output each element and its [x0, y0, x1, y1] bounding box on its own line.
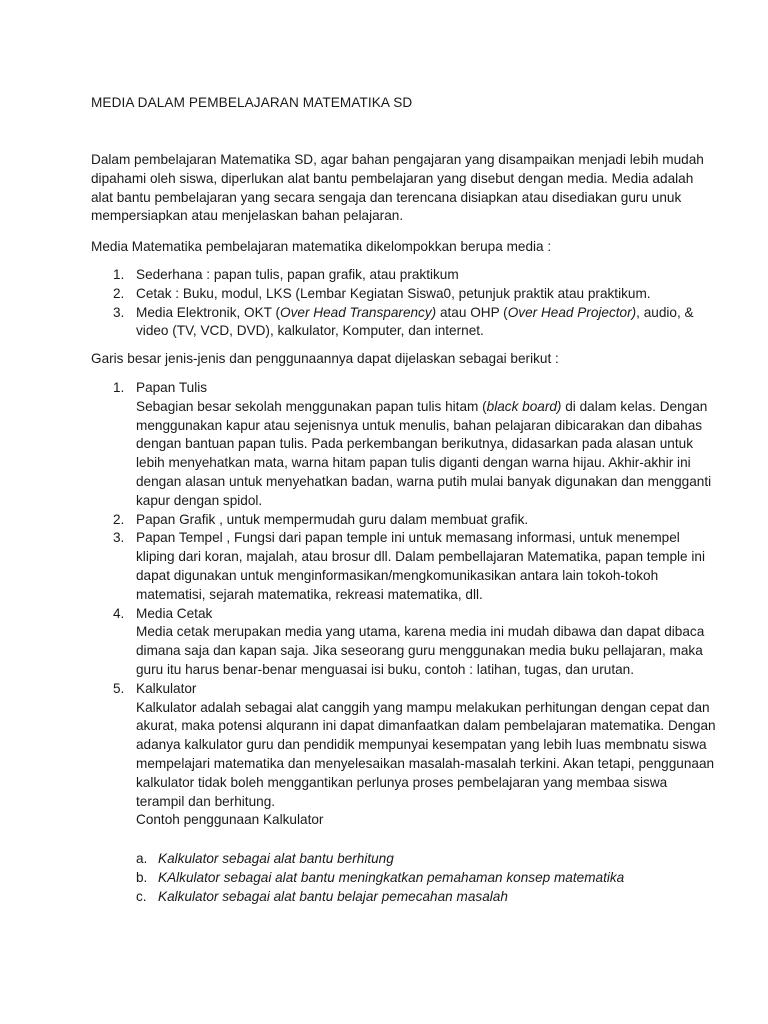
text-run: Sebagian besar sekolah menggunakan papan tulis hitam ( [136, 398, 487, 414]
list-item-text [136, 398, 708, 417]
list-item [91, 304, 694, 342]
text-run: atau OHP ( [436, 304, 508, 320]
list-item [91, 850, 691, 869]
list-item-text: guru itu harus benar-benar menguasai isi buku, contoh : latihan, tugas, dan urutan. [136, 661, 635, 677]
list-item-text: lebih menyehatkan mata, warna hitam papan tulis diganti dengan warna hijau. Akhir-akhir ini [136, 455, 691, 471]
italic-run: black board) [486, 398, 562, 414]
list-item [91, 285, 691, 304]
list-item-text: Papan Tempel , Fungsi dari papan temple ini untuk memasang informasi, untuk menempel [136, 530, 680, 546]
list-item-text: Kalkulator sebagai alat bantu berhitung [158, 851, 394, 866]
list-item [91, 379, 712, 511]
list-item-text: akurat, maka potensi alqurann ini dapat dimanfaatkan dalam pembelajaran matematika. Dengan [136, 718, 716, 734]
list-letter: a. [136, 851, 148, 866]
list-item-text: dapat digunakan untuk menginformasikan/mengkomunikasikan antara lain tokoh-tokoh [136, 567, 659, 583]
calculator-examples-list [91, 850, 691, 906]
list-item-heading: Papan Tulis [136, 380, 208, 395]
list-item-text: menggunakan kapur atau sejenisnya untuk menulis, bahan pelajaran dibicarakan dan dibahas [136, 417, 703, 433]
list-item [91, 529, 705, 604]
list-item-text: dengan alasan untuk menyehatkan badan, warna putih mulai banyak digunakan dan mengganti [136, 473, 712, 489]
intro-paragraph [91, 151, 704, 226]
list-number: 1. [113, 380, 125, 395]
media-groups-list [91, 266, 694, 341]
list-item-text: video (TV, VCD, DVD), kalkulator, Komputer, dan internet. [136, 323, 484, 339]
list-item-text: mempelajari matematika dan menyelesaikan masalah-masalah terkini. Akan tetapi, penggunaan [136, 755, 715, 771]
list-number: 5. [113, 680, 125, 696]
list-item-text: Media cetak merupakan media yang utama, karena media ini mudah dibawa dan dapat dibaca [136, 624, 705, 640]
types-intro: Garis besar jenis-jenis dan penggunaannya dapat dijelaskan sebagai berikut : [91, 351, 559, 366]
list-item-text [136, 304, 694, 323]
list-item-text: KAlkulator sebagai alat bantu meningkatkan pemahaman konsep matematika [158, 869, 625, 885]
list-item-text: matematisi, sejarah matematika, rekreasi matematika, dll. [136, 586, 483, 602]
list-letter: c. [136, 888, 147, 904]
list-item-text: adanya kalkulator guru dan pendidik mempunyai kesempatan yang lebih luas membnatu siswa [136, 737, 707, 753]
intro-line: alat bantu pembelajaran yang secara sengaja dan terencana disiapkan atau disediakan guru unuk [91, 189, 682, 205]
document-title: MEDIA DALAM PEMBELAJARAN MATEMATIKA SD [91, 95, 413, 110]
list-item-text: Papan Grafik , untuk mempermudah guru dalam membuat grafik. [136, 511, 529, 527]
list-item-text: dengan bantuan papan tulis. Pada perkembangan berikutnya, didasarkan pada alasan untuk [136, 436, 694, 452]
media-types-list [91, 379, 716, 830]
text-run: di dalam kelas. Dengan [561, 398, 708, 414]
list-item [91, 680, 716, 830]
groups-intro: Media Matematika pembelajaran matematika dikelompokkan berupa media : [91, 239, 552, 254]
text-run: , audio, & [636, 304, 694, 320]
list-item-text: Cetak : Buku, modul, LKS (Lembar Kegiatan Siswa0, petunjuk praktik atau praktikum. [136, 285, 651, 301]
text-run: Media Elektronik, OKT ( [136, 304, 281, 320]
list-item-text: Kalkulator sebagai alat bantu belajar pemecahan masalah [158, 888, 508, 904]
intro-line: Dalam pembelajaran Matematika SD, agar bahan pengajaran yang disampaikan menjadi lebih mudah [91, 152, 704, 167]
list-item-text: Contoh penggunaan Kalkulator [136, 812, 324, 828]
list-item-text: Kalkulator adalah sebagai alat canggih yang mampu melakukan perhitungan dengan cepat dan [136, 699, 710, 715]
list-number: 2. [113, 285, 125, 301]
list-number: 3. [113, 530, 125, 546]
list-number: 2. [113, 511, 125, 527]
list-letter: b. [136, 869, 148, 885]
list-number: 3. [113, 304, 125, 320]
list-item [91, 266, 691, 285]
list-item-heading: Media Cetak [136, 605, 213, 621]
italic-run: Over Head Projector) [507, 304, 637, 320]
intro-line: mempersiapkan atau menjelaskan bahan pelajaran. [91, 208, 404, 224]
italic-run: Over Head Transparency) [280, 304, 437, 320]
intro-line: dipahami oleh siswa, diperlukan alat bantu pembelajaran yang disebut dengan media. Media adalah [91, 170, 694, 186]
list-item-text: kapur dengan spidol. [136, 492, 263, 508]
list-item [91, 511, 691, 530]
list-item-text: kliping dari koran, majalah, atau brosur dll. Dalam pembellajaran Matematika, papan temple ini [136, 549, 705, 565]
list-item [91, 869, 691, 888]
list-number: 1. [113, 267, 125, 282]
list-item-text: Sederhana : papan tulis, papan grafik, atau praktikum [136, 267, 459, 282]
list-item-text: terampil dan berhitung. [136, 793, 276, 809]
list-item-text: dimana saja dan kapan saja. Jika seseorang guru menggunakan media buku pellajaran, maka [136, 643, 703, 659]
list-item [91, 605, 705, 680]
list-item-heading: Kalkulator [136, 680, 197, 696]
list-item-text: kalkulator tidak boleh menggantikan perlunya proses pembelajaran yang membaa siswa [136, 774, 668, 790]
list-number: 4. [113, 605, 125, 621]
list-item [91, 888, 691, 907]
